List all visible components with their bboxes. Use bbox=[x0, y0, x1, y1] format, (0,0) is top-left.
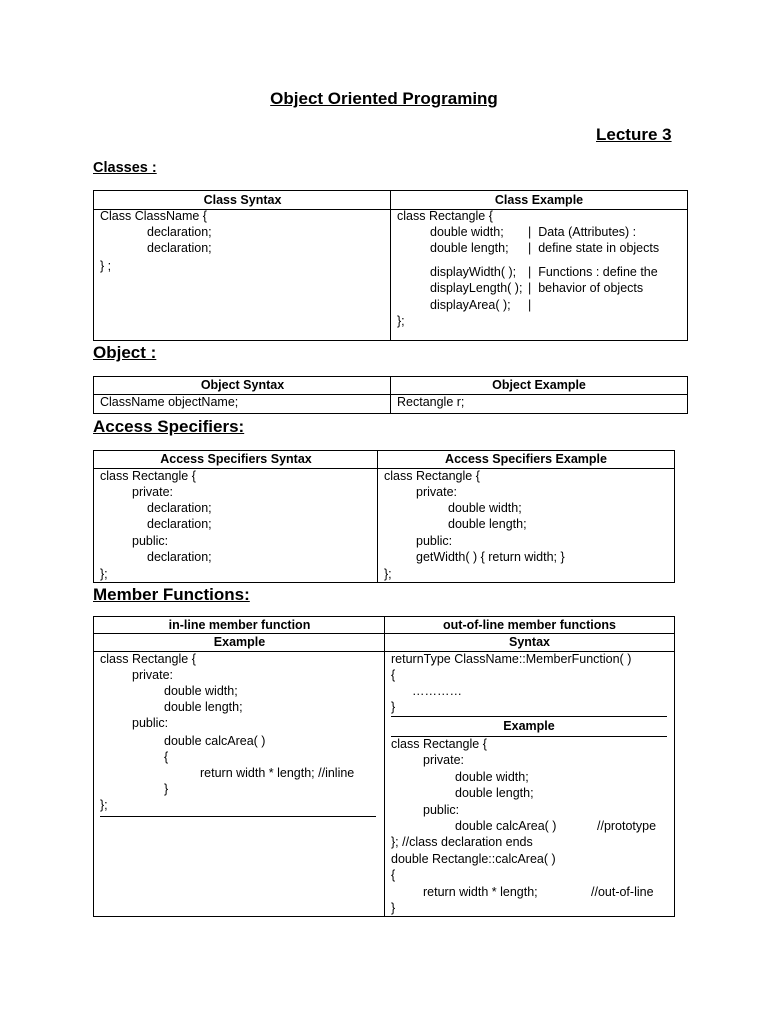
code-line: public: bbox=[132, 716, 169, 730]
access-example-header: Access Specifiers Example bbox=[378, 451, 674, 469]
code-line: double length; bbox=[164, 700, 243, 714]
code-line: declaration; bbox=[147, 501, 212, 515]
code-line: private: bbox=[416, 485, 457, 499]
outofline-header: out-of-line member functions bbox=[385, 617, 674, 634]
code-line: Class ClassName { bbox=[100, 209, 207, 223]
access-table bbox=[93, 450, 675, 583]
code-line: class Rectangle { bbox=[397, 209, 493, 223]
syntax-rule bbox=[391, 716, 667, 717]
code-line: public: bbox=[423, 803, 460, 817]
inline-subheader: Example bbox=[94, 634, 385, 652]
code-line: } bbox=[164, 782, 169, 796]
object-syntax-header: Object Syntax bbox=[94, 377, 391, 395]
code-line: double width; bbox=[455, 770, 529, 784]
classes-divider bbox=[390, 191, 391, 340]
code-line: private: bbox=[423, 753, 464, 767]
code-line: displayWidth( ); bbox=[430, 265, 517, 279]
code-line: { bbox=[391, 868, 396, 882]
object-example-text: Rectangle r; bbox=[397, 395, 465, 409]
classes-syntax-header: Class Syntax bbox=[94, 191, 391, 210]
code-line: } bbox=[391, 700, 396, 714]
member-table bbox=[93, 616, 675, 917]
object-heading: Object : bbox=[93, 343, 157, 362]
code-line: public: bbox=[416, 534, 453, 548]
code-line: { bbox=[391, 668, 396, 682]
code-line: displayArea( ); bbox=[430, 298, 511, 312]
code-line: double Rectangle::calcArea( ) bbox=[391, 852, 556, 866]
code-line: private: bbox=[132, 485, 173, 499]
code-line: displayLength( ); bbox=[430, 281, 523, 295]
code-line: declaration; bbox=[147, 241, 212, 255]
code-line: declaration; bbox=[147, 550, 212, 564]
code-line: double calcArea( ) bbox=[164, 734, 266, 748]
code-line: declaration; bbox=[147, 225, 212, 239]
code-line: }; //class declaration ends bbox=[391, 835, 533, 849]
access-heading: Access Specifiers: bbox=[93, 417, 245, 436]
code-line: class Rectangle { bbox=[100, 652, 196, 666]
code-comment: //prototype bbox=[597, 819, 657, 833]
code-line: declaration; bbox=[147, 517, 212, 531]
object-divider bbox=[390, 377, 391, 413]
code-line: double width; bbox=[430, 225, 504, 239]
code-line: getWidth( ) { return width; } bbox=[416, 550, 565, 564]
code-line: class Rectangle { bbox=[100, 469, 196, 483]
code-line: double length; bbox=[430, 241, 509, 255]
code-line: returnType ClassName::MemberFunction( ) bbox=[391, 652, 632, 666]
code-comment: //out-of-line bbox=[591, 885, 654, 899]
annotation: | define state in objects bbox=[528, 241, 660, 255]
code-line: class Rectangle { bbox=[391, 737, 487, 751]
page-title: Object Oriented Programing bbox=[270, 89, 498, 108]
outofline-subheader: Syntax bbox=[385, 634, 674, 652]
object-table bbox=[93, 376, 688, 414]
code-line: private: bbox=[132, 668, 173, 682]
code-line: class Rectangle { bbox=[384, 469, 480, 483]
code-line: double calcArea( ) bbox=[455, 819, 557, 833]
annotation: | bbox=[528, 298, 532, 312]
code-line: }; bbox=[397, 314, 405, 328]
code-line: double width; bbox=[448, 501, 522, 515]
code-line: } ; bbox=[100, 259, 112, 273]
object-example-header: Object Example bbox=[391, 377, 687, 395]
code-line: }; bbox=[100, 798, 108, 812]
code-line: }; bbox=[100, 567, 108, 581]
member-heading: Member Functions: bbox=[93, 585, 250, 604]
inline-header: in-line member function bbox=[94, 617, 385, 634]
code-line: double length; bbox=[448, 517, 527, 531]
code-line: ………… bbox=[412, 684, 462, 698]
code-line: public: bbox=[132, 534, 169, 548]
code-line: }; bbox=[384, 567, 392, 581]
outofline-example-subheader: Example bbox=[503, 719, 555, 733]
code-line: return width * length; //inline bbox=[200, 766, 355, 780]
code-line: return width * length; bbox=[423, 885, 538, 899]
member-divider bbox=[384, 617, 385, 916]
classes-example-header: Class Example bbox=[391, 191, 687, 210]
object-syntax-text: ClassName objectName; bbox=[100, 395, 239, 409]
classes-table bbox=[93, 190, 688, 341]
code-line: double length; bbox=[455, 786, 534, 800]
code-line: } bbox=[391, 901, 396, 915]
annotation: | behavior of objects bbox=[528, 281, 644, 295]
classes-heading: Classes : bbox=[93, 160, 157, 176]
annotation: | Functions : define the bbox=[528, 265, 658, 279]
code-line: { bbox=[164, 750, 169, 764]
code-line: double width; bbox=[164, 684, 238, 698]
inline-rule bbox=[100, 816, 376, 817]
access-divider bbox=[377, 451, 378, 582]
lecture-label: Lecture 3 bbox=[596, 125, 672, 144]
annotation: | Data (Attributes) : bbox=[528, 225, 637, 239]
access-syntax-header: Access Specifiers Syntax bbox=[94, 451, 378, 469]
